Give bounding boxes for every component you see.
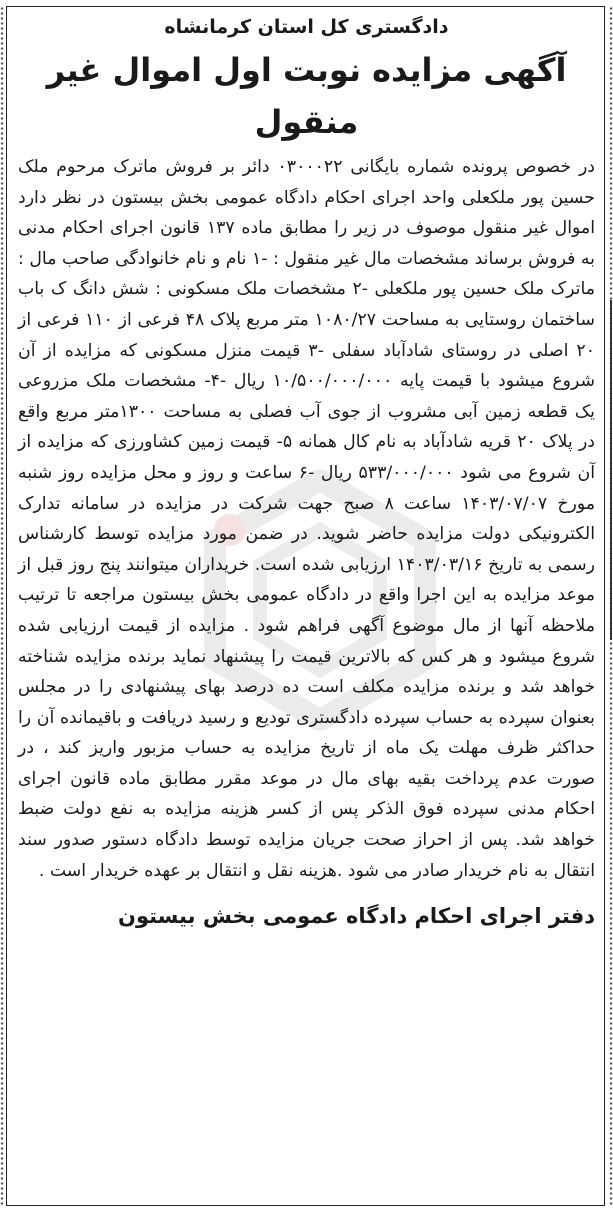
notice-title: آگهی مزایده نوبت اول اموال غیر منقول bbox=[46, 51, 567, 141]
notice-body: در خصوص پرونده شماره بایگانی ۰۳۰۰۰۲۲ دائر بر فروش ماترک مرحوم ملک حسین پور ملکعلی واحد اجرای احکام دادگاه عمومی بخش بیستون در نظر دارد اموال غیر منقول موصوف در زیر را مطابق ماده ۱۳۷ قانون اجرای احکام مدنی به فروش برساند مشخصات مال غیر منقول : -۱ نام و نام خانوادگی صاحب مال : ماترک ملک حسین پور ملکعلی -۲ مشخصات ملک مسکونی : شش دانگ ک باب ساختمان روستایی به مساحت ۱۰۸۰/۲۷ متر مربع پلاک ۴۸ فرعی از ۱۱۰ فرعی از ۲۰ اصلی در روستای شادآباد سفلی -۳ قیمت منزل مسکونی که مزایده از آن شروع میشود با قیمت پایه ۱۰/۵۰۰/۰۰۰/۰۰۰ ریال -۴- مشخصات ملک مزروعی یک قطعه زمین آبی مشروب از جوی آب فصلی به مساحت ۱۳۰۰متر مربع واقع در پلاک ۲۰ قریه شادآباد به نام کال همانه ۵- قیمت زمین کشاورزی که مزایده از آن شروع می شود ۵۳۳/۰۰۰/۰۰۰ ریال -۶ ساعت و روز و محل مزایده روز شنبه مورخ ۱۴۰۳/۰۷/۰۷ ساعت ۸ صبح جهت شرکت در مزایده در سامانه تدارک الکترونیکی دولت مزایده حاضر شوید. در ضمن مورد مزایده توسط کارشناس رسمی به تاریخ ۱۴۰۳/۰۳/۱۶ ارزیابی شده است. خریداران میتوانند پنج روز قبل از موعد مزایده به این اجرا واقع در دادگاه عمومی بخش بیستون مراجعه تا ترتیب ملاحظه آنها از مال موضوع آگهی فراهم شود . مزایده از قیمت ارزیابی شده شروع میشود و هر کس که بالاترین قیمت را پیشنهاد نماید برنده مزایده شناخته خواهد شد و برنده مزایده مکلف است ده درصد بهای پیشنهادی را در مجلس بعنوان سپرده به حساب سپرده دادگستری تودیع و رسید دریافت و باقیمانده آن را حداکثر ظرف مهلت یک ماه از تاریخ مزایده به حساب مزبور واریز کند ، در صورت عدم پرداخت بقیه بهای مال در موعد مقرر مطابق ماده قانون اجرای احکام مدنی سپرده فوق الذکر پس از کسر هزینه مزایده به نفع دولت ضبط خواهد شد. پس از احراز صحت جریان مزایده توسط دادگاه دستور صدور سند انتقال به نام خریدار صادر می شود .هزینه نقل و انتقال بر عهده خریدار است . bbox=[18, 157, 596, 881]
left-dotted-edge bbox=[0, 6, 4, 1206]
court-name: دادگستری کل استان کرمانشاه bbox=[164, 16, 449, 38]
signature: دفتر اجرای احکام دادگاه عمومی بخش بیستون bbox=[118, 904, 595, 929]
notice bbox=[18, 10, 595, 936]
side-rule bbox=[610, 300, 612, 640]
